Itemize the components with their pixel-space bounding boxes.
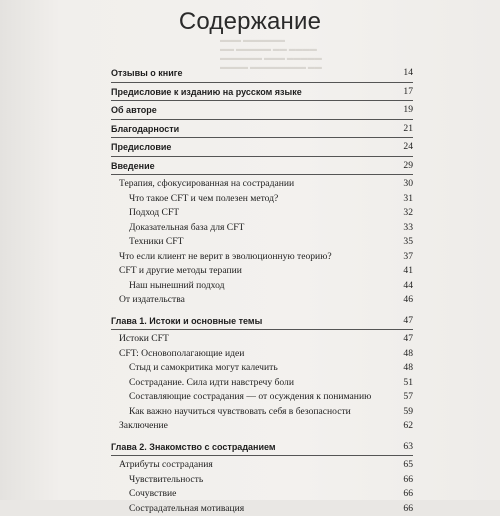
toc-entry[interactable] <box>111 85 413 100</box>
heading-rule <box>111 119 413 120</box>
toc-entry-page: 51 <box>403 376 413 391</box>
toc-entry-title: Истоки CFT <box>119 332 169 347</box>
toc-entry[interactable] <box>111 361 413 376</box>
toc-entry-title: От издательства <box>119 293 185 308</box>
toc-entry[interactable] <box>111 264 413 279</box>
toc-entry-title: Наш нынешний подход <box>129 279 225 294</box>
toc-entry-title: Сострадание. Сила идти навстречу боли <box>129 376 294 391</box>
toc-entry[interactable] <box>111 279 413 294</box>
toc-entry-page: 48 <box>403 347 413 362</box>
toc-entry-title: CFT и другие методы терапии <box>119 264 242 279</box>
toc-entry[interactable] <box>111 122 413 137</box>
toc-entry-page: 19 <box>403 103 413 118</box>
toc-entry-page: 30 <box>403 177 413 192</box>
heading-rule <box>111 174 413 175</box>
toc-entry-title: Отзывы о книге <box>111 66 183 81</box>
toc-entry-title: Что такое CFT и чем полезен метод? <box>129 192 278 207</box>
toc-entry-page: 33 <box>403 221 413 236</box>
toc-entry[interactable] <box>111 473 413 488</box>
toc-entry-title: Чувствительность <box>129 473 203 488</box>
toc-entry[interactable] <box>111 250 413 265</box>
heading-rule <box>111 455 413 456</box>
toc-entry-title: Атрибуты сострадания <box>119 458 213 473</box>
toc-entry-page: 65 <box>403 458 413 473</box>
toc-entry-page: 46 <box>403 293 413 308</box>
toc-entry[interactable] <box>111 140 413 155</box>
toc-entry[interactable] <box>111 192 413 207</box>
toc-entry[interactable] <box>111 206 413 221</box>
toc-entry-title: Глава 1. Истоки и основные темы <box>111 314 262 329</box>
toc-entry-page: 66 <box>403 487 413 502</box>
toc-entry-page: 47 <box>403 314 413 329</box>
toc-entry-page: 66 <box>403 502 413 516</box>
toc-entry[interactable] <box>111 347 413 362</box>
toc-entry-title: Составляющие сострадания — от осуждения к пониманию <box>129 390 371 405</box>
toc-entry-page: 29 <box>403 159 413 174</box>
toc-entry-title: Техники CFT <box>129 235 183 250</box>
toc-entry-title: Что если клиент не верит в эволюционную теорию? <box>119 250 332 265</box>
heading-rule <box>111 329 413 330</box>
toc-entry-page: 44 <box>403 279 413 294</box>
toc-entry-title: Заключение <box>119 419 168 434</box>
toc-entry[interactable] <box>111 314 413 329</box>
toc-entry[interactable] <box>111 293 413 308</box>
toc-entry-page: 31 <box>403 192 413 207</box>
toc-entry-page: 59 <box>403 405 413 420</box>
page-title: Содержание <box>0 8 500 36</box>
toc-entry[interactable] <box>111 458 413 473</box>
toc-entry-page: 35 <box>403 235 413 250</box>
toc-entry-page: 66 <box>403 473 413 488</box>
toc-entry-page: 41 <box>403 264 413 279</box>
heading-rule <box>111 156 413 157</box>
toc-entry-title: Благодарности <box>111 122 179 137</box>
toc-entry[interactable] <box>111 159 413 174</box>
toc-entry-page: 17 <box>403 85 413 100</box>
heading-rule <box>111 100 413 101</box>
toc-entry-page: 57 <box>403 390 413 405</box>
toc-entry-page: 63 <box>403 440 413 455</box>
toc-entry-page: 14 <box>403 66 413 81</box>
toc-entry[interactable] <box>111 487 413 502</box>
toc-entry-title: Введение <box>111 159 155 174</box>
toc-entry[interactable] <box>111 221 413 236</box>
toc-entry-page: 32 <box>403 206 413 221</box>
toc-entry-title: Терапия, сфокусированная на сострадании <box>119 177 294 192</box>
table-of-contents <box>111 66 413 516</box>
toc-entry-title: Сочувствие <box>129 487 176 502</box>
toc-entry[interactable] <box>111 405 413 420</box>
toc-entry[interactable] <box>111 376 413 391</box>
toc-entry[interactable] <box>111 103 413 118</box>
toc-entry-title: Как важно научиться чувствовать себя в безопасности <box>129 405 351 420</box>
toc-entry[interactable] <box>111 390 413 405</box>
toc-entry-title: Сострадательная мотивация <box>129 502 244 516</box>
toc-entry-title: Стыд и самокритика могут калечить <box>129 361 278 376</box>
toc-entry-title: Предисловие <box>111 140 171 155</box>
toc-entry-title: Предисловие к изданию на русском языке <box>111 85 302 100</box>
toc-entry-title: Доказательная база для CFT <box>129 221 244 236</box>
toc-entry-title: Глава 2. Знакомство с состраданием <box>111 440 276 455</box>
heading-rule <box>111 137 413 138</box>
toc-entry-page: 62 <box>403 419 413 434</box>
toc-entry-title: Об авторе <box>111 103 157 118</box>
toc-entry-title: CFT: Основополагающие идеи <box>119 347 244 362</box>
toc-entry-page: 47 <box>403 332 413 347</box>
toc-entry[interactable] <box>111 235 413 250</box>
toc-entry[interactable] <box>111 177 413 192</box>
toc-entry[interactable] <box>111 332 413 347</box>
show-through-text: ▬▬▬ ▬▬▬▬▬▬ ▬▬ ▬▬▬▬▬ ▬▬ ▬▬▬▬ ▬▬▬▬▬▬ ▬▬▬ ▬▬▬▬▬ ▬▬▬▬ ▬▬▬▬▬▬▬▬ ▬▬ <box>220 36 370 72</box>
toc-entry[interactable] <box>111 419 413 434</box>
toc-entry[interactable] <box>111 502 413 516</box>
toc-entry-page: 24 <box>403 140 413 155</box>
toc-entry[interactable] <box>111 440 413 455</box>
toc-entry-title: Подход CFT <box>129 206 179 221</box>
toc-entry-page: 48 <box>403 361 413 376</box>
toc-entry-page: 37 <box>403 250 413 265</box>
heading-rule <box>111 82 413 83</box>
toc-entry[interactable] <box>111 66 413 81</box>
toc-entry-page: 21 <box>403 122 413 137</box>
